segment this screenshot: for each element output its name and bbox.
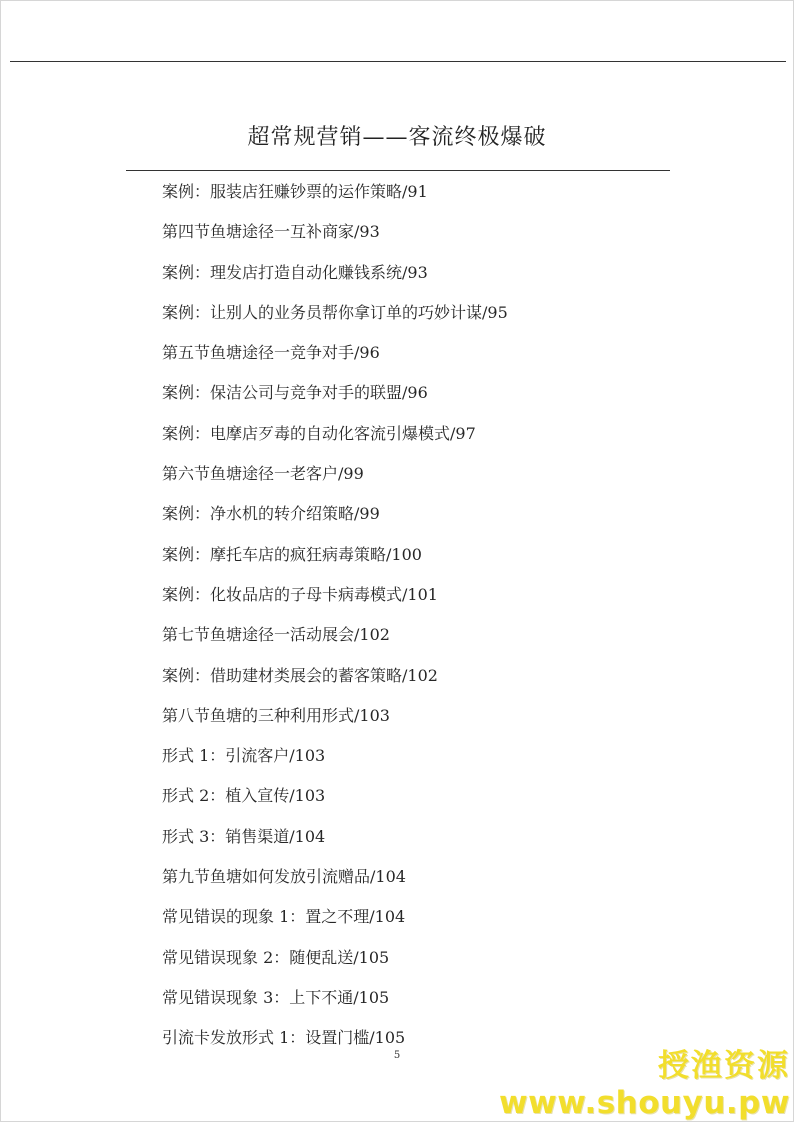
toc-entry: 案例：电摩店歹毒的自动化客流引爆模式/97: [162, 423, 476, 443]
top-divider: [10, 61, 786, 62]
toc-entry: 形式 1：引流客户/103: [162, 746, 326, 766]
toc-entry: 常见错误现象 2：随便乱送/105: [162, 947, 390, 967]
title-underline: [126, 170, 670, 171]
toc-entry: 案例：借助建材类展会的蓄客策略/102: [162, 665, 438, 685]
toc-entry: 常见错误的现象 1：置之不理/104: [162, 907, 406, 927]
toc-entry: 案例：服装店狂赚钞票的运作策略/91: [162, 182, 428, 201]
toc-entry: 案例：摩托车店的疯狂病毒策略/100: [162, 544, 422, 564]
toc-entry: 第七节鱼塘途径一活动展会/102: [162, 625, 390, 645]
toc-entry: 案例：净水机的转介绍策略/99: [162, 504, 380, 524]
toc-entry: 案例：理发店打造自动化赚钱系统/93: [162, 262, 428, 282]
toc-entry: 第六节鱼塘途径一老客户/99: [162, 464, 364, 484]
page-title: 超常规营销——客流终极爆破: [247, 125, 547, 150]
toc-entry: 形式 3：销售渠道/104: [162, 826, 326, 846]
toc-entry: 第四节鱼塘途径一互补商家/93: [162, 222, 380, 242]
toc-entry: 案例：让别人的业务员帮你拿订单的巧妙计谋/95: [162, 302, 508, 322]
toc-entry: 第九节鱼塘如何发放引流赠品/104: [162, 867, 406, 887]
toc-entry: 常见错误现象 3：上下不通/105: [162, 987, 390, 1007]
toc-entry: 形式 2：植入宣传/103: [162, 786, 326, 806]
watermark-url: www.shouyu.pw: [499, 1085, 790, 1121]
page-number: 5: [393, 1050, 401, 1061]
toc-entry: 第八节鱼塘的三种利用形式/103: [162, 705, 390, 725]
watermark-brand: 授渔资源: [658, 1048, 790, 1084]
toc-entry: 第五节鱼塘途径一竞争对手/96: [162, 343, 380, 363]
table-of-contents: [162, 177, 508, 1064]
toc-entry: 案例：化妆品店的子母卡病毒模式/101: [162, 584, 438, 604]
toc-entry: 引流卡发放形式 1：设置门槛/105: [162, 1028, 406, 1048]
toc-entry: 案例：保洁公司与竞争对手的联盟/96: [162, 383, 428, 403]
